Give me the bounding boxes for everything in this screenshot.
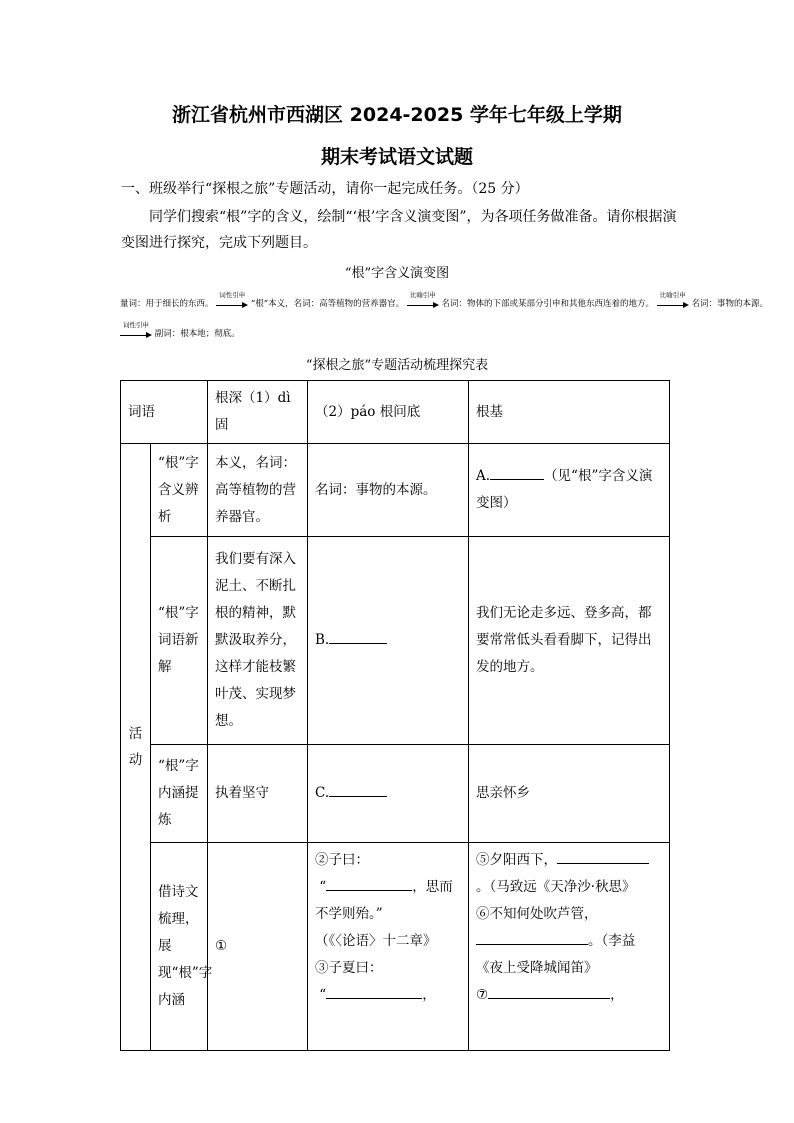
answer-blank-3[interactable] — [326, 982, 422, 999]
evolution-arrow — [407, 290, 439, 309]
header-cell-words: 词语 — [121, 381, 208, 444]
question-label: A. — [476, 468, 491, 484]
evolution-node-measure-word: 量词：用于细长的东西。 — [120, 299, 214, 309]
answer-blank-c[interactable] — [329, 780, 387, 797]
activity-table — [120, 380, 670, 1051]
row-label: “根”字含义辨析 — [151, 444, 208, 537]
intro-paragraph: 同学们搜索“根”字的含义，绘制“‘根’字含义演变图”，为各项任务做准备。请你根据演变图进行探究，完成下列题目。 — [121, 209, 677, 251]
answer-blank-b[interactable] — [329, 627, 387, 644]
poem-line: ②子曰： — [315, 852, 369, 868]
table-caption: “探根之旅”专题活动梳理探究表 — [305, 358, 489, 373]
answer-blank-7[interactable] — [488, 982, 610, 999]
cell-note: （见“根”字含义演变图） — [476, 468, 653, 511]
evolution-node-origin: 名词：事物的本源。 — [691, 299, 768, 309]
evolution-node-original-meaning: “根”本义，名词：高等植物的营养器官。 — [250, 299, 405, 309]
row-label: “根”字词语新解 — [151, 537, 208, 745]
table-row — [121, 537, 670, 745]
table-cell — [308, 537, 469, 745]
table-row — [121, 843, 670, 1051]
evolution-diagram-line1 — [120, 290, 768, 309]
document-title-line1: 浙江省杭州市西湖区 2024-2025 学年七年级上学期 — [172, 104, 622, 126]
table-cell: 本义，名词：高等植物的营养器官。 — [208, 444, 308, 537]
table-row — [121, 444, 670, 537]
table-cell — [469, 444, 670, 537]
question-label: C. — [315, 785, 330, 801]
evolution-arrow — [657, 290, 689, 309]
document-title-line2: 期末考试语文试题 — [320, 146, 473, 168]
evolution-node-adverb: 副词：根本地；彻底。 — [154, 329, 240, 339]
table-cell — [469, 843, 670, 1051]
question-label: B. — [315, 632, 330, 648]
poem-line: （《〈论语〉十二章》 — [315, 933, 437, 949]
evolution-arrow — [216, 290, 248, 309]
table-cell — [308, 745, 469, 843]
row-label: “根”字内涵提炼 — [151, 745, 208, 843]
table-cell — [308, 843, 469, 1051]
table-cell: ① — [208, 843, 308, 1051]
header-cell-genji: 根基 — [469, 381, 670, 444]
table-cell: 我们无论走多远、登多高，都要常常低头看看脚下，记得出发的地方。 — [469, 537, 670, 745]
answer-blank-2[interactable] — [326, 874, 412, 891]
arrow-label: 词性引申 — [123, 320, 149, 329]
answer-blank-5[interactable] — [557, 847, 649, 864]
table-cell: 思亲怀乡 — [469, 745, 670, 843]
table-header-row — [121, 381, 670, 444]
diagram-caption: “根”字含义演变图 — [344, 266, 450, 281]
arrow-label: 词性引申 — [219, 290, 246, 299]
poem-line: ⑦ ， — [476, 982, 662, 1009]
arrow-label: 比喻引申 — [659, 290, 686, 299]
table-cell: 执着坚守 — [208, 745, 308, 843]
answer-blank-a[interactable] — [490, 463, 544, 480]
header-cell-paogen: （2）páo 根问底 — [308, 381, 469, 444]
table-cell: 我们要有深入泥土、不断扎根的精神，默默汲取养分，这样才能枝繁叶茂、实现梦想。 — [208, 537, 308, 745]
activity-label: 活动 — [128, 726, 143, 768]
table-row — [121, 745, 670, 843]
header-cell-genshen: 根深（1）dì 固 — [208, 381, 308, 444]
answer-blank-6[interactable] — [476, 928, 588, 945]
row-label: 借诗文梳理，展 现“根”字内涵 — [151, 843, 208, 1051]
section-heading: 一、班级举行“探根之旅”专题活动，请你一起完成任务。（25 分） — [121, 181, 529, 197]
poem-line: ⑤夕阳西下，。（马致远《天净沙·秋思》 — [476, 847, 662, 901]
evolution-arrow — [120, 320, 152, 339]
evolution-node-lower-part: 名词：物体的下部或某部分引申和其他东西连着的地方。 — [441, 299, 655, 309]
table-cell: 名词：事物的本源。 — [308, 444, 469, 537]
arrow-label: 比喻引申 — [409, 290, 436, 299]
activity-label-cell — [121, 444, 151, 1051]
poem-line: “ ，思而不学则殆。” — [315, 874, 461, 928]
poem-line: “ ， — [315, 982, 461, 1009]
evolution-diagram-line2 — [120, 320, 680, 339]
poem-line: ③子夏曰： — [315, 960, 383, 976]
poem-line: ⑥不知何处吹芦管，。（李益《夜上受降城闻笛》 — [476, 906, 636, 976]
